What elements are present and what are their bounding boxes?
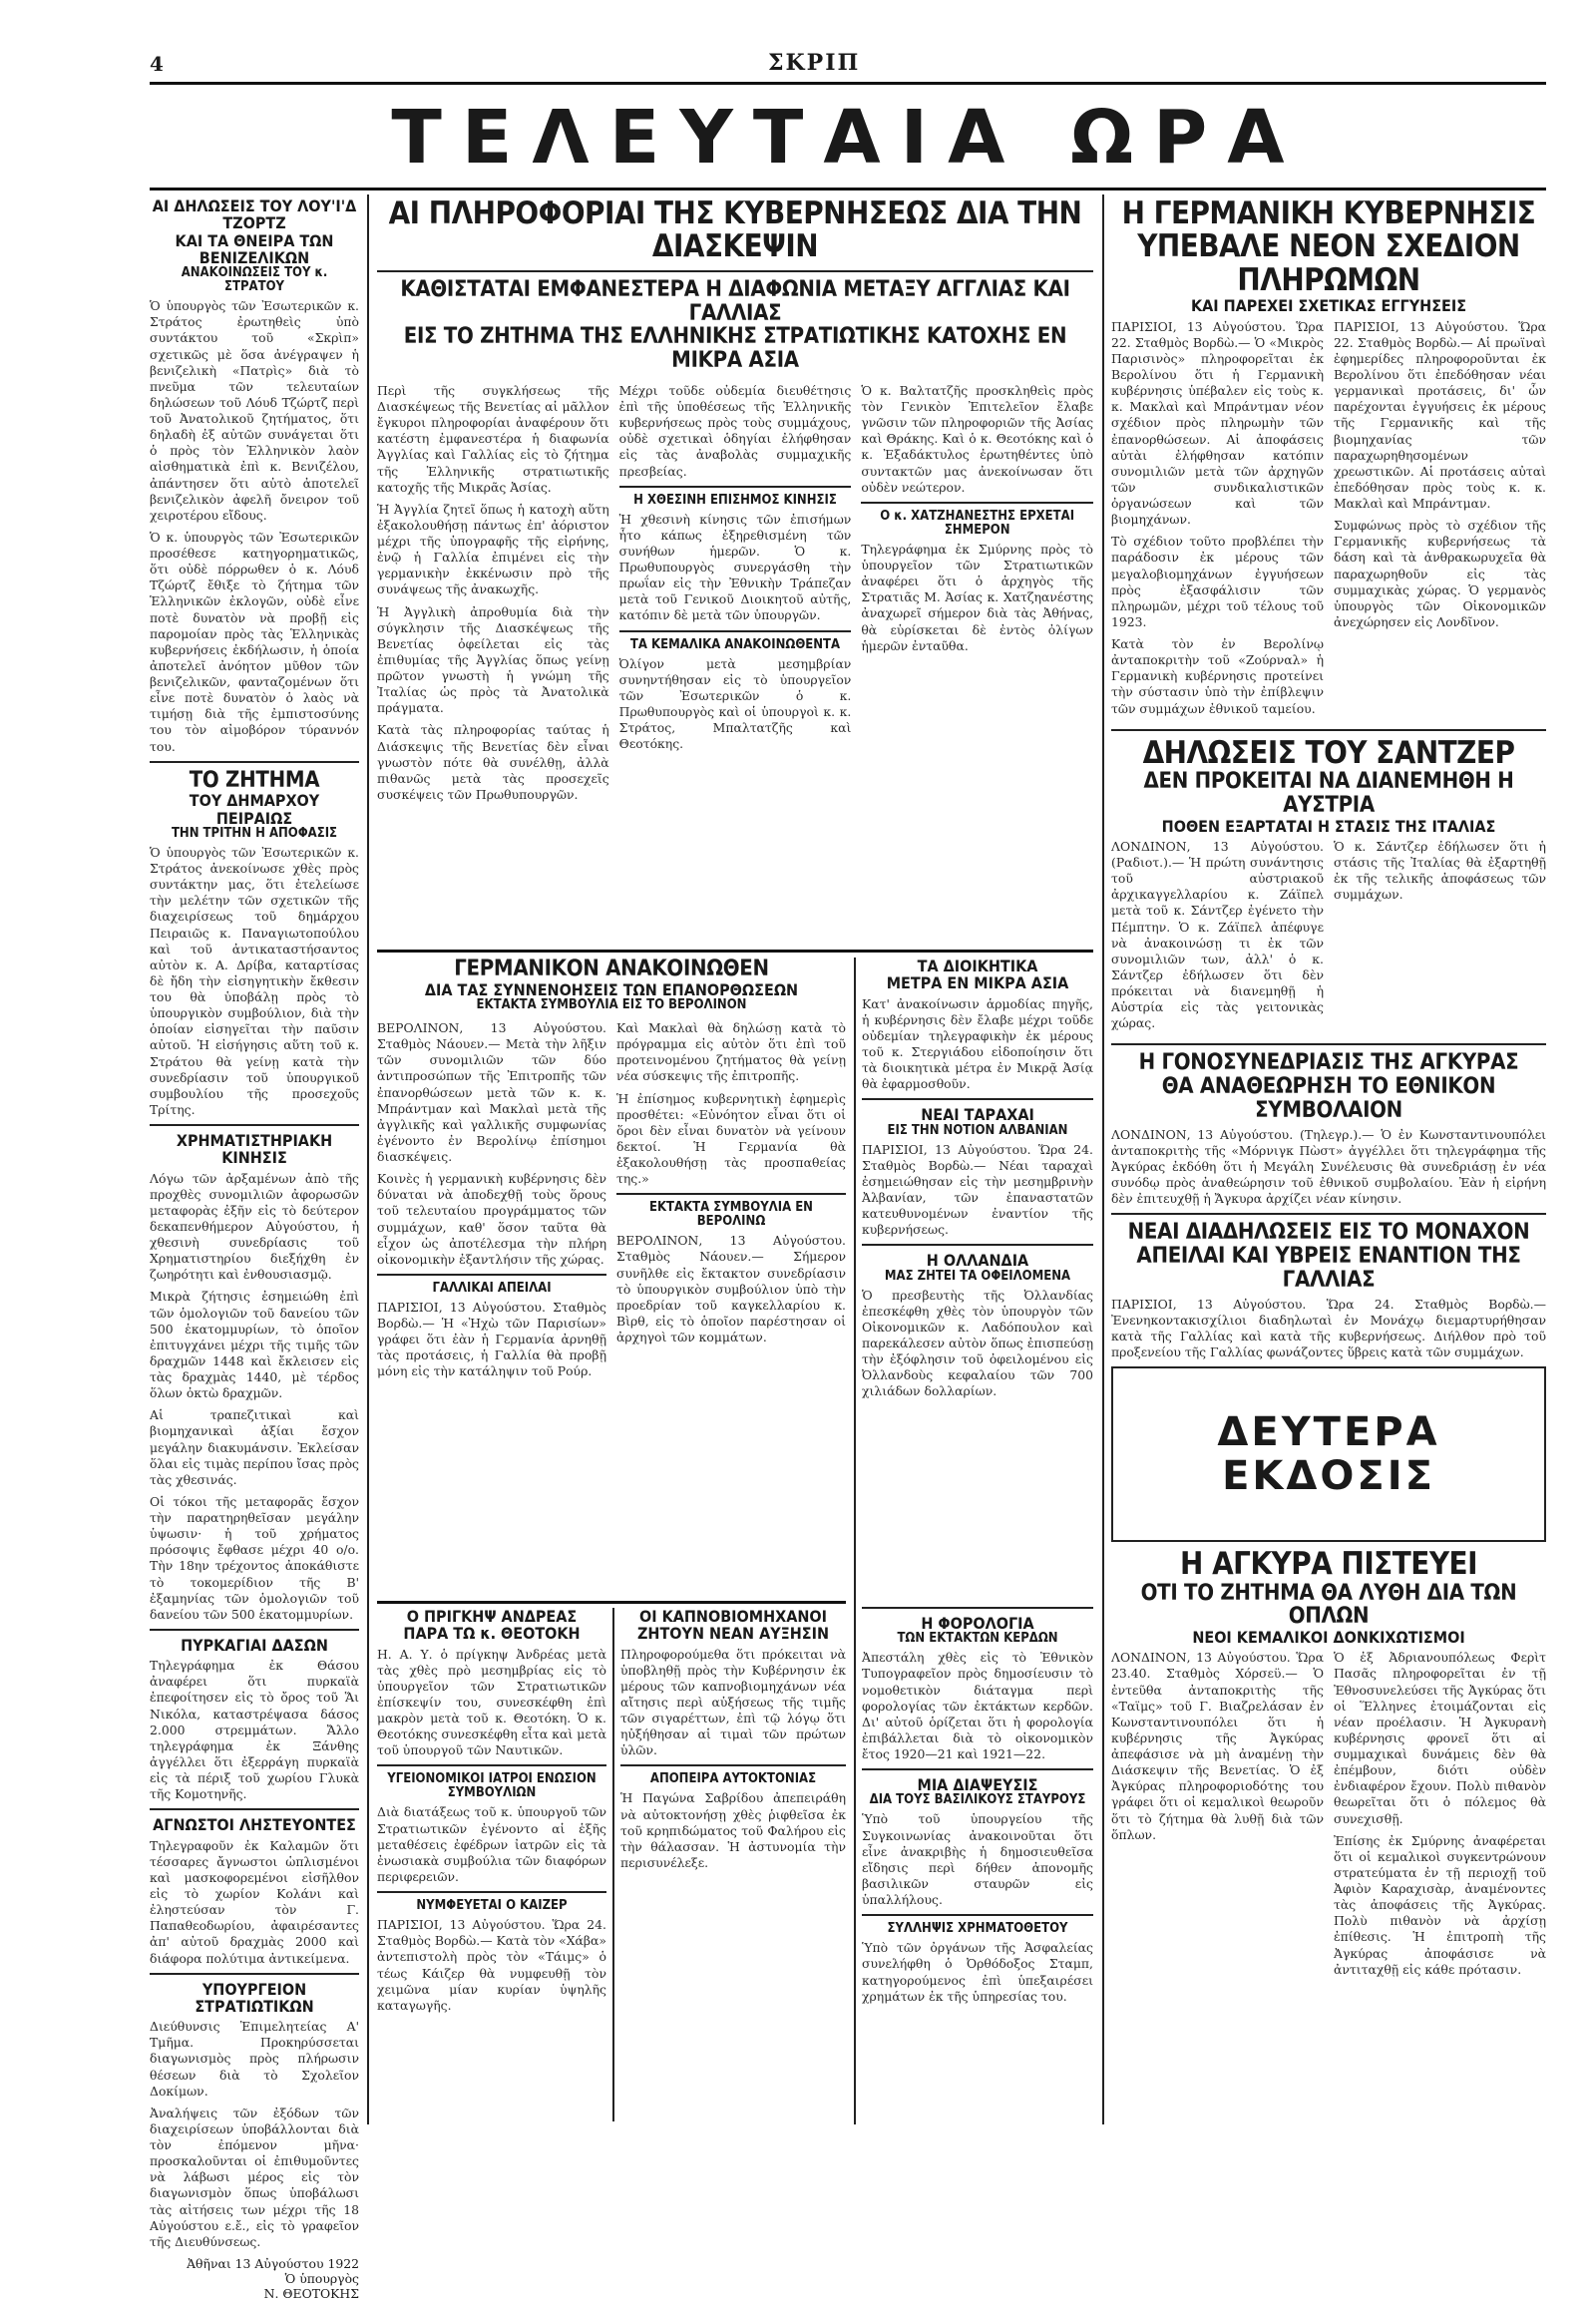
- subheadline: ΕΙΣ ΤΗΝ ΝΟΤΙΟΝ ΑΛΒΑΝΙΑΝ: [887, 1122, 1068, 1138]
- article-text: Η. Α. Υ. ὁ πρίγκηψ Ἀνδρέας μετὰ τὰς χθὲς πρὸ μεσημβρίας εἰς τὸ ὑπουργεῖον τῶν Στρατιωτικῶν ἐπίσκεψίν του, συνεσκέφθη ἐπὶ μακρὸν μετὰ τοῦ κ. Θεοτόκη. Ὁ κ. Θεοτόκης συνεσκέφθη εἶτα καὶ μετὰ τοῦ ὑπουργοῦ τῶν Ναυτικῶν.: [377, 1646, 606, 1758]
- section-rule: [150, 1124, 359, 1126]
- headline: ΝΥΜΦΕΥΕΤΑΙ Ο ΚΑΙΖΕΡ: [416, 1898, 568, 1914]
- headline: ΔΗΛΩΣΕΙΣ ΤΟΥ ΣΑΝΤΖΕΡ: [1142, 734, 1515, 771]
- section-rule: [377, 1274, 606, 1276]
- article-text: Αἱ τραπεζιτικαὶ καὶ βιομηχανικαὶ ἀξίαι ἔσχον μεγάλην διακυμάνσιν. Ἐκλείσαν ὅλαι εἰς τιμὰς περίπου ἴσας πρὸς τὰς χθεσινάς.: [150, 1407, 359, 1487]
- article-text: ΠΑΡΙΣΙΟΙ, 13 Αὐγούστου. Ὥρα 22. Σταθμὸς Βορδὼ.— Ὁ «Μικρὸς Παρισινὸς» πληροφορεῖται ἐκ Βερολίνου ὅτι ἡ Γερμανικὴ κυβέρνησις ὑπέβαλεν εἰς τοὺς κ. κ. Μακλαὶ καὶ Μπράντμαν νέον σχέδιον πρὸς πληρωμὴν τῶν ἐπανορθώσεων. Αἱ ἀποφάσεις αὐτὰι ἐλήφθησαν κατόπιν συνομιλιῶν μετὰ τῶν ἀρχηγῶν τῶν συνδικαλιστικῶν ὀργανώσεων καὶ τῶν βιομηχάνων.: [1111, 318, 1324, 528]
- text-column: [861, 379, 1093, 809]
- section-rule: [861, 502, 1093, 504]
- section-rule: [377, 270, 1093, 272]
- headline: ΥΠΕΒΑΛΕ ΝΕΟΝ ΣΧΕΔΙΟΝ ΠΛΗΡΩΜΩΝ: [1137, 228, 1520, 298]
- subheadline: ΜΑΣ ΖΗΤΕΙ ΤΑ ΟΦΕΙΛΟΜΕΝΑ: [884, 1268, 1071, 1284]
- article-text: Ὀλίγον μετὰ μεσημβρίαν συνηντήθησαν εἰς τὸ ὑπουργεῖον τῶν Ἐσωτερικῶν ὁ κ. Πρωθυπουργὸς καὶ οἱ ὑπουργοὶ κ. κ. Στράτος, Μπαλτατζῆς καὶ Θεοτόκης.: [618, 655, 852, 752]
- headline: ΝΕΑΙ ΤΑΡΑΧΑΙ: [921, 1105, 1034, 1125]
- subheadline: ΚΑΘΙΣΤΑΤΑΙ ΕΜΦΑΝΕΣΤΕΡΑ Η ΔΙΑΦΩΝΙΑ ΜΕΤΑΞΥ ΑΓΓΛΙΑΣ ΚΑΙ ΓΑΛΛΙΑΣ: [400, 276, 1070, 326]
- article-text: Ὁ πρεσβευτὴς τῆς Ὀλλανδίας ἐπεσκέφθη χθὲς τὸν ὑπουργὸν τῶν Οἰκονομικῶν κ. Λαδόπουλον καὶ παρεκάλεσεν αὐτὸν ὅπως ἐπισπεύσῃ τὴν ἐξόφλησιν τοῦ ὀφειλομένου εἰς Ὀλλανδοὺς κεφαλαίου τῶν 700 χιλιάδων δολλαρίων.: [862, 1287, 1093, 1399]
- text-column: [619, 379, 852, 809]
- headline: ΥΓΕΙΟΝΟΜΙΚΟΙ ΙΑΤΡΟΙ ΕΝΩΣΙΟΝ ΣΥΜΒΟΥΛΙΩΝ: [387, 1771, 597, 1801]
- article-text: Τηλεγράφημα ἐκ Σμύρνης πρὸς τὸ ὑπουργεῖον τῶν Στρατιωτικῶν ἀναφέρει ὅτι ὁ ἀρχηγὸς τῆς Στρατιᾶς Μ. Ἀσίας κ. Χατζηανέστης ἀναχωρεῖ σήμερον διὰ τὰς Ἀθήνας, θὰ εὑρίσκεται δὲ ἐντὸς ὀλίγων ἡμερῶν ἐνταῦθα.: [861, 541, 1094, 653]
- section-rule: [377, 1891, 606, 1893]
- text-column: [377, 379, 609, 809]
- headline: Η ΟΛΛΑΝΔΙΑ: [926, 1251, 1029, 1271]
- article-text: Ὁ ἐξ Ἀδριανουπόλεως Φερὶτ Πασᾶς πληροφορεῖται ἐν τῇ Ἐθνοσυνελεύσει τῆς Ἀγκύρας ὅτι οἱ Ἕλληνες ἐτοιμάζονται εἰς νέαν προέλασιν. Ἡ Ἀγκυρανὴ κυβέρνησις φρονεῖ ὅτι αἱ συμμαχικαὶ δυνάμεις δὲν θὰ ἐπέμβουν, διότι οὐδὲν ἐνδιαφέρον ἔχουν. Πολὺ πιθανὸν θεωρεῖται ὅτι ὁ πόλεμος θὰ συνεχισθῇ.: [1334, 1650, 1546, 1826]
- subheadline: ΑΠΕΙΛΑΙ ΚΑΙ ΥΒΡΕΙΣ ΕΝΑΝΤΙΟΝ ΤΗΣ ΓΑΛΛΙΑΣ: [1136, 1244, 1521, 1293]
- second-edition-title: ΔΕΥΤΕΡΑ ΕΚΔΟΣΙΣ: [1217, 1409, 1440, 1500]
- column-divider: [367, 194, 369, 2124]
- section-rule: [619, 630, 852, 632]
- signature-name: Ν. ΘΕΟΤΟΚΗΣ: [263, 2285, 359, 2301]
- article-text: Ἡ Ἀγγλικὴ ἀπροθυμία διὰ τὴν σύγκλησιν τῆς Διασκέψεως τῆς Βενετίας ὀφείλεται εἰς τὰς ἐπιθυμίας τῆς Ἀγγλίας ὅπως γείνῃ πρῶτον γνωστὴ ἡ γνώμη τῆς Ἰταλίας ὡς πρὸς τὰ Ἀνατολικὰ πράγματα.: [377, 603, 609, 716]
- subheadline: ΟΤΙ ΤΟ ΖΗΤΗΜΑ ΘΑ ΛΥΘΗ ΔΙΑ ΤΩΝ ΟΠΛΩΝ: [1140, 1580, 1517, 1630]
- top-rule: [150, 82, 1546, 85]
- newspaper-name: ΣΚΡΙΠ: [768, 50, 861, 76]
- headline: Η ΧΘΕΣΙΝΗ ΕΠΙΣΗΜΟΣ ΚΙΝΗΣΙΣ: [633, 492, 837, 508]
- article-text: ΒΕΡΟΛΙΝΟΝ, 13 Αὐγούστου. Σταθμὸς Νάουεν.— Σήμερον συνῆλθε εἰς ἔκτακτον συνεδρίασιν τὸ ὑπουργικὸν συμβούλιον ὑπὸ τὴν προεδρίαν τοῦ καγκελλαρίου κ. Βὶρθ, εἰς τὸ ὁποῖον παρέστησαν οἱ ἀρχηγοὶ τῶν κομμάτων.: [616, 1233, 846, 1345]
- column-divider: [1102, 194, 1104, 2124]
- headline: Η ΓΟΝΟΣΥΝΕΔΡΙΑΣΙΣ ΤΗΣ ΑΓΚΥΡΑΣ: [1138, 1050, 1519, 1076]
- subheadline: ΠΟΘΕΝ ΕΞΑΡΤΑΤΑΙ Η ΣΤΑΣΙΣ ΤΗΣ ΙΤΑΛΙΑΣ: [1161, 816, 1496, 836]
- headline: ΓΕΡΜΑΝΙΚΟΝ ΑΝΑΚΟΙΝΩΘΕΝ: [454, 957, 769, 981]
- section-rule: [620, 1764, 846, 1766]
- text-column: [377, 1016, 606, 1386]
- article-text: Ὁ κ. Βαλτατζῆς προσκληθεὶς πρὸς τὸν Γενικὸν Ἐπιτελεῖον ἔλαβε γνῶσιν τῶν πληροφοριῶν τῆς Ἀσίας καὶ Θράκης. Καὶ ὁ κ. Θεοτόκης καὶ ὁ κ. Ἐξαδάκτυλος ἐρωτηθέντες ὑπὸ συντακτῶν μας ἀνεκοίνωσαν ὅτι οὐδὲν νεώτερον.: [861, 382, 1094, 495]
- section-rule: [377, 1601, 846, 1604]
- second-edition-box: [1111, 1366, 1546, 1542]
- headline: ΑΙ ΠΛΗΡΟΦΟΡΙΑΙ ΤΗΣ ΚΥΒΕΡΝΗΣΕΩΣ ΔΙΑ ΤΗΝ ΔΙΑΣΚΕΨΙΝ: [388, 195, 1082, 265]
- article-text: Ὁ ὑπουργὸς τῶν Ἐσωτερικῶν κ. Στράτος ἐρωτηθεὶς ὑπὸ συντάκτου τοῦ «Σκρὶπ» σχετικῶς μὲ ὅσα ἀνέγραψεν ἡ βενιζελικὴ «Πατρὶς» διὰ τὸ πνεῦμα τῶν τελευταίων δηλώσεων τοῦ Λόυδ Τζώρτζ περὶ τοῦ Ἀνατολικοῦ ζητήματος, ὅτι δηλαδὴ ἐξ αὐτῶν συνάγεται ὅτι ὁ πρὸς τὸν Ἑλληνικὸν λαὸν αἰσθηματικὰ ἐπὶ κ. Βενιζέλου, ἀπάντησεν ὅτι αὐτὸ ἀποτελεῖ βενιζελικὸν ἀφελῆ ὄνειρον τοῦ χειροτέρου εἴδους.: [150, 298, 359, 523]
- headline: ΚΑΙ ΤΑ ΘΝΕΙΡΑ ΤΩΝ ΒΕΝΙΖΕΛΙΚΩΝ: [175, 230, 334, 267]
- section-rule: [150, 1808, 359, 1810]
- headline: Ο κ. ΧΑΤΖΗΑΝΕΣΤΗΣ ΕΡΧΕΤΑΙ ΣΗΜΕΡΟΝ: [880, 508, 1075, 538]
- article-text: Ἡ Ἀγγλία ζητεῖ ὅπως ἡ κατοχὴ αὕτη ἐξακολουθήσῃ πάντως ἐπ' ἀόριστον μέχρι τῆς ὑπογραφῆς τῆς εἰρήνης, ἐνῷ ἡ Γαλλία ἐπιμένει εἰς τὴν γερμανικὴν ἐκκένωσιν πρὸ τῆς συνάψεως τῆς ἀνακωχῆς.: [377, 501, 609, 597]
- article-text: ΒΕΡΟΛΙΝΟΝ, 13 Αὐγούστου. Σταθμὸς Νάουεν.— Μετὰ τὴν λῆξιν τῶν συνομιλιῶν τῶν δύο ἀντιπροσώπων τῆς Ἐπιτροπῆς τῶν ἐπανορθώσεων μετὰ τῶν κ. κ. Μπράντμαν καὶ Μακλαὶ μετὰ τῆς ἀγγλικῆς καὶ γαλλικῆς συμφωνίας ἐγένοντο ἐν Βερολίνῳ ἐπίσημοι διασκέψεις.: [377, 1020, 606, 1165]
- subheadline: ΔΙΑ ΤΟΥΣ ΒΑΣΙΛΙΚΟΥΣ ΣΤΑΥΡΟΥΣ: [869, 1792, 1086, 1808]
- article-text: Οἱ τόκοι τῆς μεταφορᾶς ἔσχον τὴν παρατηρηθεῖσαν μεγάλην ὑψωσιν· ἡ τοῦ χρήματος πρόσοψις ἔφθασε μέχρι 40 ο/ο. Τὴν 18ην τρέχοντος ἀποκάθιστε τὸ τοκομερίδιον τῆς Β' ἐξαμηνίας τῶν ὁμολογιῶν τοῦ δανείου τῶν 500 ἑκατομμυρίων.: [150, 1493, 359, 1622]
- article-text: ΠΑΡΙΣΙΟΙ, 13 Αὐγούστου. Ὥρα 24. Σταθμὸς Βορδὼ.— Κατὰ τὸν «Χάβα» ἀντεπιστολὴ πρὸς τὸν «Τάιμς» ὁ τέως Κάιζερ θὰ νυμφευθῇ τὸν χειμῶνα μίαν κυρίαν ὑψηλῆς καταγωγῆς.: [377, 1917, 606, 2013]
- section-rule: [862, 1768, 1093, 1770]
- subheadline: ΝΕΟΙ ΚΕΜΑΛΙΚΟΙ ΔΟΝΚΙΧΩΤΙΣΜΟΙ: [1192, 1628, 1465, 1647]
- article-text: ΠΑΡΙΣΙΟΙ, 13 Αὐγούστου. Ὥρα 24. Σταθμὸς Βορδὼ.— Ἐνενηκοντακισχίλιοι διαδηλωταὶ ἐν Μονάχῳ διεμαρτυρήθησαν κατὰ τῆς Γαλλίας καὶ κατὰ τῆς κυβερνήσεως. Διήλθον πρὸ τοῦ προξενείου τῆς Γαλλίας φωνάζοντες ὕβρεις κατὰ τῶν συμμάχων.: [1111, 1296, 1546, 1359]
- headline: ΤΟ ΖΗΤΗΜΑ: [189, 767, 320, 793]
- article-text: ΠΑΡΙΣΙΟΙ, 13 Αὐγούστου. Σταθμὸς Βορδὼ.— Ἡ «Ἠχὼ τῶν Παρισίων» γράφει ὅτι ἐὰν ἡ Γερμανία ἀρνηθῇ τὰς προτάσεις, ἡ Γαλλία θὰ προβῇ μόνη εἰς τὴν κατάληψιν τοῦ Ρούρ.: [377, 1299, 606, 1379]
- article-text: Συμφώνως πρὸς τὸ σχέδιον τῆς Γερμανικῆς κυβερνήσεως τὰ δάση καὶ τὰ ἀνθρακωρυχεῖα θὰ παραχωρηθοῦν εἰς τὰς συμμαχικὰς χώρας. Ὁ γερμανὸς ὑπουργὸς τῶν Οἰκονομικῶν ἀνεχώρησεν εἰς Λονδῖνον.: [1334, 518, 1546, 629]
- headline: ΣΥΛΛΗΨΙΣ ΧΡΗΜΑΤΟΘΕΤΟΥ: [887, 1921, 1068, 1937]
- article-text: Ἀπεστάλη χθὲς εἰς τὸ Ἐθνικὸν Τυπογραφεῖον πρὸς δημοσίευσιν τὸ νομοθετικὸν διάταγμα περὶ φορολογίας τῶν ἐκτάκτων κερδῶν. Δι' αὐτοῦ ὁρίζεται ὅτι ἡ φορολογία ἐπιβάλλεται διὰ τὸ οἰκονομικὸν ἔτος 1920—21 καὶ 1921—22.: [862, 1650, 1093, 1762]
- article-text: Ἡ χθεσινὴ κίνησις τῶν ἐπισήμων ἦτο κάπως ἐξηρεθισμένη τῶν συνήθων ἡμερῶν. Ὁ κ. Πρωθυπουργὸς συνεργάσθη τὴν πρωΐαν εἰς τὴν Ἐθνικὴν Τράπεζαν μετὰ τοῦ Γενικοῦ Διοικητοῦ αὐτῆς, κατόπιν δὲ μετὰ τῶν ὑπουργῶν.: [618, 511, 852, 623]
- subheadline: ΤΗΝ ΤΡΙΤΗΝ Η ΑΠΟΦΑΣΙΣ: [171, 825, 338, 841]
- left-column: [150, 196, 359, 2301]
- article-text: ΛΟΝΔΙΝΟΝ, 13 Αὐγούστου. Ὥρα 23.40. Σταθμὸς Χόρσεϋ.— Ὁ ἐντεῦθα ἀνταποκριτὴς τῆς «Ταϊμς» τοῦ Γ. Βιαζρελάσαν ἐν Κωνσταντινουπόλει ὅτι ἡ κυβέρνησις τῆς Ἀγκύρας ἀπεφάσισε νὰ μὴ ἀναμένῃ τὴν Διάσκεψιν τῆς Βενετίας. Ὁ ἐξ Ἀγκύρας πληροφοριοδότης του γράφει ὅτι οἱ κεμαλικοὶ θεωροῦν ὅτι τὸ ζήτημα θὰ λυθῇ διὰ τῶν ὅπλων.: [1111, 1650, 1324, 1842]
- headline: ΕΚΤΑΚΤΑ ΣΥΜΒΟΥΛΙΑ ΕΝ ΒΕΡΟΛΙΝΩ: [649, 1200, 813, 1230]
- article-text: Ὁ ὑπουργὸς τῶν Ἐσωτερικῶν κ. Στράτος ἀνεκοίνωσε χθὲς πρὸς συντάκτην μας, ὅτι ἐτελείωσε τὴν μελέτην τῶν σχετικῶν τῆς διαχειρίσεως τοῦ δημάρχου Πειραιῶς κ. Παναγιωτοπούλου καὶ τοῦ ἀντικαταστήσαντος αὐτὸν κ. Α. Δρίβα, καταρτίσας δὲ ἤδη τὴν εἰσηγητικὴν ἔκθεσιν του θὰ ὑποβάλῃ πρὸς τὸ ὑπουργικὸν συμβούλιον, διὰ τὴν ὁποίαν εἰσηγεῖται τὴν παῦσιν αὐτοῦ. Ἡ εἰσήγησις αὕτη τοῦ κ. Στράτου θὰ γείνῃ κατὰ τὴν συνεδρίασιν τοῦ ὑπουργικοῦ συμβουλίου τῆς προσεχοῦς Τρίτης.: [150, 844, 359, 1117]
- admin-measures-column: [862, 958, 1093, 1596]
- article-text: Ἡ Παγώνα Σαβρίδου ἀπεπειράθη νὰ αὐτοκτονήσῃ χθὲς ῥιφθεῖσα ἐκ τοῦ κρηπιδώματος τοῦ Φαλήρου εἰς τὴν θάλασσαν. Ἡ ἀστυνομία τὴν περισυνέλεξε.: [620, 1790, 846, 1870]
- section-rule: [862, 1914, 1093, 1916]
- headline: ΤΑ ΚΕΜΑΛΙΚΑ ΑΝΑΚΟΙΝΩΘΕΝΤΑ: [629, 636, 841, 652]
- article-text: Κοινὲς ἡ γερμανικὴ κυβέρνησις δὲν δύναται νὰ ἀποδεχθῇ τοὺς ὅρους τοῦ τελευταίου προγράμματος τῶν συμμάχων, καθ' ὅσον ταῦτα θὰ εἶχον ὡς ἀποτέλεσμα τὴν πλήρη οἰκονομικὴν ἐξαντλήσιν τῆς χώρας.: [377, 1171, 606, 1267]
- article-text: Λόγω τῶν ἀρξαμένων ἀπὸ τῆς προχθὲς συνομιλιῶν ἀφορωσῶν μεταφορὰς ἐξῆν εἰς τὸ δεύτερον δεκαπενθήμερον Αὐγούστου, ἡ χθεσινὴ συνεδρίασις τοῦ Χρηματιστηρίου διεξήχθη ἐν ζωηρότητι καὶ ἐνθουσιασμῷ.: [150, 1170, 359, 1283]
- subheadline: ΚΑΙ ΠΑΡΕΧΕΙ ΣΧΕΤΙΚΑΣ ΕΓΓΥΗΣΕΙΣ: [1190, 296, 1467, 316]
- headline: Η ΦΟΡΟΛΟΓΙΑ: [921, 1614, 1034, 1633]
- article-text: Μέχρι τοῦδε οὐδεμία διευθέτησις ἐπὶ τῆς ὑποθέσεως τῆς Ἑλληνικῆς κυβερνήσεως πρὸς τοὺς συμμάχους, οὐδὲ σχετικαὶ ὁδηγίαι ἐλήφθησαν εἰς τὰς ἀναβολὰς συμμαχικῆς πρεσβείας.: [618, 382, 852, 479]
- article-text: Μικρὰ ζήτησις ἐσημειώθη ἐπὶ τῶν ὁμολογιῶν τοῦ δανείου τῶν 500 ἑκατομμυρίων, τὸ ὁποῖον ἐπιτυγχάνει μέχρι τῆς τιμῆς τῶν δραχμῶν 1448 καὶ ἔκλεισεν εἰς τὰς δραχμὰς 1440, μὲ τέρδος ὅλων ὀκτὼ δραχμῶν.: [150, 1289, 359, 1401]
- subheadline: ΕΚΤΑΚΤΑ ΣΥΜΒΟΥΛΙΑ ΕΙΣ ΤΟ ΒΕΡΟΛΙΝΟΝ: [476, 997, 747, 1013]
- page-number: 4: [150, 52, 164, 76]
- section-rule: [150, 1973, 359, 1975]
- article-text: Κατ' ἀνακοίνωσιν ἁρμοδίας πηγῆς, ἡ κυβέρνησις δὲν ἔλαβε μέχρι τοῦδε οὐδεμίαν τηλεγραφικὴν ἐκ μέρους τοῦ κ. Στεργιάδου εἰδοποίησιν ὅτι τὰ διοικητικὰ μέτρα ἐν Μικρᾷ Ἀσίᾳ θὰ ἐφαρμοσθοῦν.: [862, 995, 1093, 1092]
- section-rule: [150, 761, 359, 763]
- article-text: ΠΑΡΙΣΙΟΙ, 13 Αὐγούστου. Ὥρα 24. Σταθμὸς Βορδὼ.— Νέαι ταραχαὶ ἐσημειώθησαν εἰς τὴν μεσημβρινὴν Ἀλβανίαν, τῶν ἐπαναστατῶν κατευθυνομένων ἐναντίον τῆς κυβερνήσεως.: [862, 1141, 1093, 1238]
- headline: ΤΑ ΔΙΟΙΚΗΤΙΚΑ: [917, 957, 1038, 975]
- section-rule: [1111, 1213, 1546, 1215]
- article-text: Ἀναλήψεις τῶν ἐξόδων τῶν διαχειρίσεων ὑποβάλλονται διὰ τὸν ἐπόμενον μῆνα· προσκαλοῦνται οἱ ἐπιθυμοῦντες νὰ λάβωσι μέρος εἰς τὸν διαγωνισμὸν ὅπως ὑποβάλωσι τὰς αἰτήσεις των μέχρι τῆς 18 Αὐγούστου ε.ἔ., εἰς τὸ γραφεῖον τῆς Διευθύνσεως.: [150, 2105, 359, 2249]
- section-rule: [1111, 1043, 1546, 1045]
- subheadline: ΔΙΑ ΤΑΣ ΣΥΝΝΕΝΟΗΣΕΙΣ ΤΩΝ ΕΠΑΝΟΡΘΩΣΕΩΝ: [424, 979, 799, 999]
- conference-article: [377, 197, 1093, 941]
- headline: ΑΓΝΩΣΤΟΙ ΛΗΣΤΕΥΟΝΤΕΣ: [153, 1815, 356, 1835]
- section-rule: [1111, 729, 1546, 731]
- article-text: Ὑπὸ τῶν ὀργάνων τῆς Ἀσφαλείας συνελήφθη ὁ Ὀρθόδοξος Σταμπ, κατηγορούμενος ἐπὶ ὑπεξαιρέσει χρημάτων ἐκ τῆς ὑπηρεσίας του.: [862, 1940, 1093, 2004]
- article-text: Καὶ Μακλαὶ θὰ δηλώσῃ κατὰ τὸ πρόγραμμα εἰς αὐτὸν ὅτι ἐπὶ τοῦ προτεινομένου ζητήματος θὰ γείνῃ νέα σύσκεψις τῆς ἐπιτροπῆς.: [616, 1020, 846, 1084]
- subheadline: ΘΑ ΑΝΑΘΕΩΡΗΣΗ ΤΟ ΕΘΝΙΚΟΝ ΣΥΜΒΟΛΑΙΟΝ: [1161, 1074, 1496, 1123]
- headline: ΤΟΥ ΔΗΜΑΡΧΟΥ ΠΕΙΡΑΙΩΣ: [189, 791, 320, 828]
- section-rule: [377, 1764, 606, 1766]
- article-text: Πληροφορούμεθα ὅτι πρόκειται νὰ ὑποβληθῇ πρὸς τὴν Κυβέρνησιν ἐκ μέρους τῶν καπνοβιομηχάνων νέα αἴτησις περὶ αὐξήσεως τῆς τιμῆς τῶν σιγαρέττων, ἐπὶ τῷ λόγῳ ὅτι ηὐξήθησαν αἱ τιμαὶ τῶν πρώτων ὑλῶν.: [620, 1646, 846, 1758]
- section-rule: [616, 1193, 846, 1195]
- section-banner: ΤΕΛΕΥΤΑΙΑ ΩΡΑ: [391, 95, 1305, 181]
- article-text: Κατὰ τὰς πληροφορίας ταύτας ἡ Διάσκεψις τῆς Βενετίας δὲν εἶναι γνωστὸν πότε θὰ συνέλθῃ, ἀλλὰ πιθανῶς μετὰ τὰς προσεχεῖς συσκέψεις τῶν Πρωθυπουργῶν.: [377, 722, 609, 802]
- headline: ΓΑΛΛΙΚΑΙ ΑΠΕΙΛΑΙ: [432, 1280, 552, 1296]
- headline: ΑΙ ΔΗΛΩΣΕΙΣ ΤΟΥ ΛΟΥ'Ι'Δ ΤΖΟΡΤΖ: [152, 196, 357, 233]
- headline: Η ΑΓΚΥΡΑ ΠΙΣΤΕΥΕΙ: [1180, 1546, 1477, 1583]
- dateline: Ἀθῆναι 13 Αὐγούστου 1922: [187, 2255, 359, 2271]
- page-header: [150, 50, 1546, 76]
- signature-title: Ὁ ὑπουργὸς: [284, 2270, 359, 2286]
- article-text: ΛΟΝΔΙΝΟΝ, 13 Αὐγούστου. (Ραδιοτ.).— Ἡ πρώτη συνάντησις τοῦ αὐστριακοῦ ἀρχικαγγελλαρίου κ. Ζάϊπελ μετὰ τοῦ κ. Σάντζερ ἐγένετο τὴν Πέμπτην. Ὁ κ. Ζάϊπελ ἀπέφυγε νὰ ἀνακοινώσῃ τι ἐκ τῶν συνομιλιῶν των, ἀλλ' ὁ κ. Σάντζερ ἐδήλωσεν ὅτι δὲν πρόκειται νὰ διανεμηθῇ ἡ Αὐστρία εἰς τὰς γειτονικὰς χώρας.: [1111, 838, 1324, 1031]
- article-text: Διεύθυνσις Ἐπιμελητείας Α' Τμῆμα. Προκηρύσσεται διαγωνισμὸς πρὸς πλήρωσιν θέσεων διὰ τὸ Σχολεῖον Δοκίμων.: [150, 2019, 359, 2099]
- article-text: Περὶ τῆς συγκλήσεως τῆς Διασκέψεως τῆς Βενετίας αἱ μᾶλλον ἔγκυροι πληροφορίαι ἀναφέρουν ὅτι κατέστη ἐμφανεστέρα ἡ διαφωνία Ἀγγλίας καὶ Γαλλίας εἰς τὸ ζήτημα τῆς Ἑλληνικῆς στρατιωτικῆς κατοχῆς τῆς Μικρᾶς Ἀσίας.: [377, 382, 609, 495]
- article-text: Ὁ κ. Σάντζερ ἐδήλωσεν ὅτι ἡ στάσις τῆς Ἰταλίας θὰ ἐξαρτηθῇ ἐκ τῆς τελικῆς ἀποφάσεως τῶν συμμάχων.: [1334, 838, 1546, 903]
- subheadline: ΤΩΝ ΕΚΤΑΚΤΩΝ ΚΕΡΔΩΝ: [897, 1631, 1058, 1647]
- two-column-text: [1111, 315, 1546, 723]
- headline: ΠΥΡΚΑΓΙΑΙ ΔΑΣΩΝ: [181, 1635, 328, 1655]
- article-text: Ἡ ἐπίσημος κυβερνητικὴ ἐφημερὶς προσθέτει: «Εὐνόητον εἶναι ὅτι οἱ ὅροι δὲν εἶναι δυνατὸν νὰ γείνουν δεκτοί. Ἡ Γερμανία θὰ ἐξακολουθήσῃ τὰς προσπαθείας της.»: [616, 1090, 846, 1187]
- headline: ΧΡΗΜΑΤΙΣΤΗΡΙΑΚΗ ΚΙΝΗΣΙΣ: [176, 1131, 333, 1168]
- article-text: Διὰ διατάξεως τοῦ κ. ὑπουργοῦ τῶν Στρατιωτικῶν ἐγένοντο αἱ ἑξῆς μεταθέσεις ἐφέδρων ἰατρῶν εἰς τὰ ἐνωσιακὰ συμβούλια τῶν διαφόρων περιφερειῶν.: [377, 1804, 606, 1884]
- right-column: [1111, 197, 1546, 2122]
- subheadline: ΜΕΤΡΑ ΕΝ ΜΙΚΡΑ ΑΣΙΑ: [886, 973, 1069, 993]
- subheadline: ΑΝΑΚΟΙΝΩΣΕΙΣ ΤΟΥ κ. ΣΤΡΑΤΟΥ: [181, 265, 328, 295]
- headline: ΥΠΟΥΡΓΕΙΟΝ ΣΤΡΑΤΙΩΤΙΚΩΝ: [195, 1979, 314, 2016]
- article-text: ΛΟΝΔΙΝΟΝ, 13 Αὐγούστου. (Τηλεγρ.).— Ὁ ἐν Κωνσταντινουπόλει ἀνταποκριτὴς τῆς «Μόρνιγκ Πὼστ» ἀγγέλλει ὅτι τηλεγράφημα τῆς Ἀγκύρας ἐκδόθη ὅτι ἡ Μεγάλη Συνέλευσις θὰ συνεδριάσῃ ἐν νέα συνόδῳ πρὸς ἀναθεώρησιν τοῦ ἐθνικοῦ συμβολαίου. Ἐὰν ἡ εἰρήνη δὲν ἐπιτευχθῇ ἡ Ἄγκυρα ἀρχίζει νέαν κίνησιν.: [1111, 1126, 1546, 1207]
- subheadline: ΕΙΣ ΤΟ ΖΗΤΗΜΑ ΤΗΣ ΕΛΛΗΝΙΚΗΣ ΣΤΡΑΤΙΩΤΙΚΗΣ ΚΑΤΟΧΗΣ ΕΝ ΜΙΚΡΑ ΑΣΙΑ: [403, 324, 1067, 374]
- headline: Η ΓΕΡΜΑΝΙΚΗ ΚΥΒΕΡΝΗΣΙΣ: [1121, 195, 1536, 231]
- article-text: Ὑπὸ τοῦ ὑπουργείου τῆς Συγκοινωνίας ἀνακοινοῦται ὅτι εἶνε ἀνακριβὴς ἡ δημοσιευθεῖσα εἴδησις περὶ δήθεν ἀπονομῆς βασιλικῶν σταυρῶν εἰς ὑπαλλήλους.: [862, 1811, 1093, 1908]
- section-rule: [862, 1098, 1093, 1100]
- headline: ΝΕΑΙ ΔΙΑΔΗΛΩΣΕΙΣ ΕΙΣ ΤΟ ΜΟΝΑΧΟΝ: [1127, 1220, 1530, 1246]
- article-text: Ὁ κ. ὑπουργὸς τῶν Ἐσωτερικῶν προσέθεσε κατηγορηματικῶς, ὅτι οὐδὲ πόρρωθεν ὁ κ. Λόυδ Τζώρτζ ἔθιξε τὸ ζήτημα τῶν Ἑλληνικῶν ἐκλογῶν, οὐδὲ εἶνε ποτὲ δυνατὸν νὰ προβῇ εἰς παρομοίαν πρὸς τὰς Ἑλληνικὰς κυβερνήσεις ἐκδήλωσιν, ἡ ὁποία ἀποτελεῖ ἀνόητον μῦθον τῶν βενιζελικῶν, φανταζομένων ὅτι εἶνε ποτὲ δυνατὸν ὁ λαὸς νὰ τιμήσῃ διὰ τῆς ἐμπιστοσύνης του τὸν αἰμοβόρον τύραννόν του.: [150, 529, 359, 754]
- bottom-left-block: [377, 1608, 606, 2121]
- subheadline: ΠΑΡΑ ΤΩ κ. ΘΕΟΤΟΚΗ: [403, 1624, 581, 1644]
- section-rule: [150, 1629, 359, 1631]
- section-rule: [862, 1244, 1093, 1246]
- subheadline: ΔΕΝ ΠΡΟΚΕΙΤΑΙ ΝΑ ΔΙΑΝΕΜΗΘΗ Η ΑΥΣΤΡΙΑ: [1143, 769, 1514, 818]
- bottom-right-center-block: [862, 1601, 1093, 2121]
- text-column: [616, 1016, 846, 1386]
- headline: ΟΙ ΚΑΠΝΟΒΙΟΜΗΧΑΝΟΙ: [638, 1607, 828, 1626]
- article-text: Τὸ σχέδιον τοῦτο προβλέπει τὴν παράδοσιν ἐκ μέρους τῶν μεγαλοβιομηχάνων ἐγγυήσεων πρὸς ἐξασφάλισιν τῶν πληρωμῶν, μέχρι τοῦ τέλους τοῦ 1923.: [1111, 534, 1324, 629]
- subheadline: ΖΗΤΟΥΝ ΝΕΑΝ ΑΥΞΗΣΙΝ: [636, 1624, 830, 1644]
- article-text: Κατὰ τὸν ἐν Βερολίνῳ ἀνταποκριτὴν τοῦ «Ζούρναλ» ἡ Γερμανικὴ κυβέρνησις προτείνει τὴν σύστασιν ὑπὸ τὴν ἐπίβλεψιν τῶν συμμάχων ἐθνικοῦ ταμείου.: [1111, 636, 1324, 716]
- column-divider: [612, 1608, 614, 2121]
- article-text: ΠΑΡΙΣΙΟΙ, 13 Αὐγούστου. Ὥρα 22. Σταθμὸς Βορδὼ.— Αἱ πρωϊναὶ ἐφημερίδες πληροφοροῦνται ἐκ Βερολίνου ὅτι ἐπεδόθησαν νέαι γερμανικαὶ προτάσεις, δι' ὧν παρέχονται ἐγγυήσεις ἐκ μέρους τῆς Γερμανικῆς καὶ τῆς βιομηχανίας τῶν παραχωρηθησομένων χρεωστικῶν. Αἱ προτάσεις αὐταὶ ἐπεδόθησαν πρὸς τοὺς κ. κ. Μακλαὶ καὶ Μπράντμαν.: [1334, 318, 1546, 512]
- article-text: Ἐπίσης ἐκ Σμύρνης ἀναφέρεται ὅτι οἱ κεμαλικοὶ συγκεντρώνουν στρατεύματα ἐν τῇ περιοχῇ τοῦ Ἀφιὸν Καραχισὰρ, ἀναμένοντες τὰς ἀποφάσεις τῆς Ἀγκύρας. Πολὺ πιθανὸν νὰ ἀρχίσῃ ἐπίθεσις. Ἡ ἐπιτροπὴ τῆς Ἀγκύρας ἀποφάσισε νὰ ἀντιταχθῇ εἰς κάθε πρότασιν.: [1334, 1832, 1546, 1977]
- banner-rule: [150, 188, 1546, 191]
- article-text: Τηλεγράφημα ἐκ Θάσου ἀναφέρει ὅτι πυρκαϊὰ ἐπεφοίτησεν εἰς τὸ ὄρος τοῦ Ἅι Νικόλα, καταστρέψασα δάσος 2.000 στρεμμάτων. Ἄλλο τηλεγράφημα ἐκ Ξάνθης ἀγγέλλει ὅτι ἐξερράγη πυρκαϊὰ εἰς τὰ πέριξ τοῦ χωρίου Γλυκὰ τῆς Κομοτηνῆς.: [150, 1658, 359, 1802]
- headline: ΜΙΑ ΔΙΑΨΕΥΣΙΣ: [917, 1775, 1038, 1795]
- headline: Ο ΠΡΙΓΚΗΨ ΑΝΔΡΕΑΣ: [406, 1607, 578, 1626]
- section-rule: [862, 1607, 1093, 1609]
- section-rule: [377, 950, 1093, 953]
- section-rule: [619, 486, 852, 488]
- column-divider: [854, 958, 856, 2124]
- article-text: Τηλεγραφοῦν ἐκ Καλαμῶν ὅτι τέσσαρες ἄγνωστοι ὡπλισμένοι καὶ μασκοφορεμένοι εἰσῆλθον εἰς τὸ χωρίον Κολάνι καὶ ἐληστεύσαν τὸν Γ. Παπαθεοδωρίου, ἀφαιρέσαντες ἀπ' αὐτοῦ δραχμὰς 2000 καὶ διάφορα πολύτιμα ἀντικείμενα.: [150, 1837, 359, 1966]
- headline: ΑΠΟΠΕΙΡΑ ΑΥΤΟΚΤΟΝΙΑΣ: [649, 1771, 817, 1787]
- german-communique: [377, 958, 846, 1596]
- bottom-middle-block: [620, 1608, 846, 2121]
